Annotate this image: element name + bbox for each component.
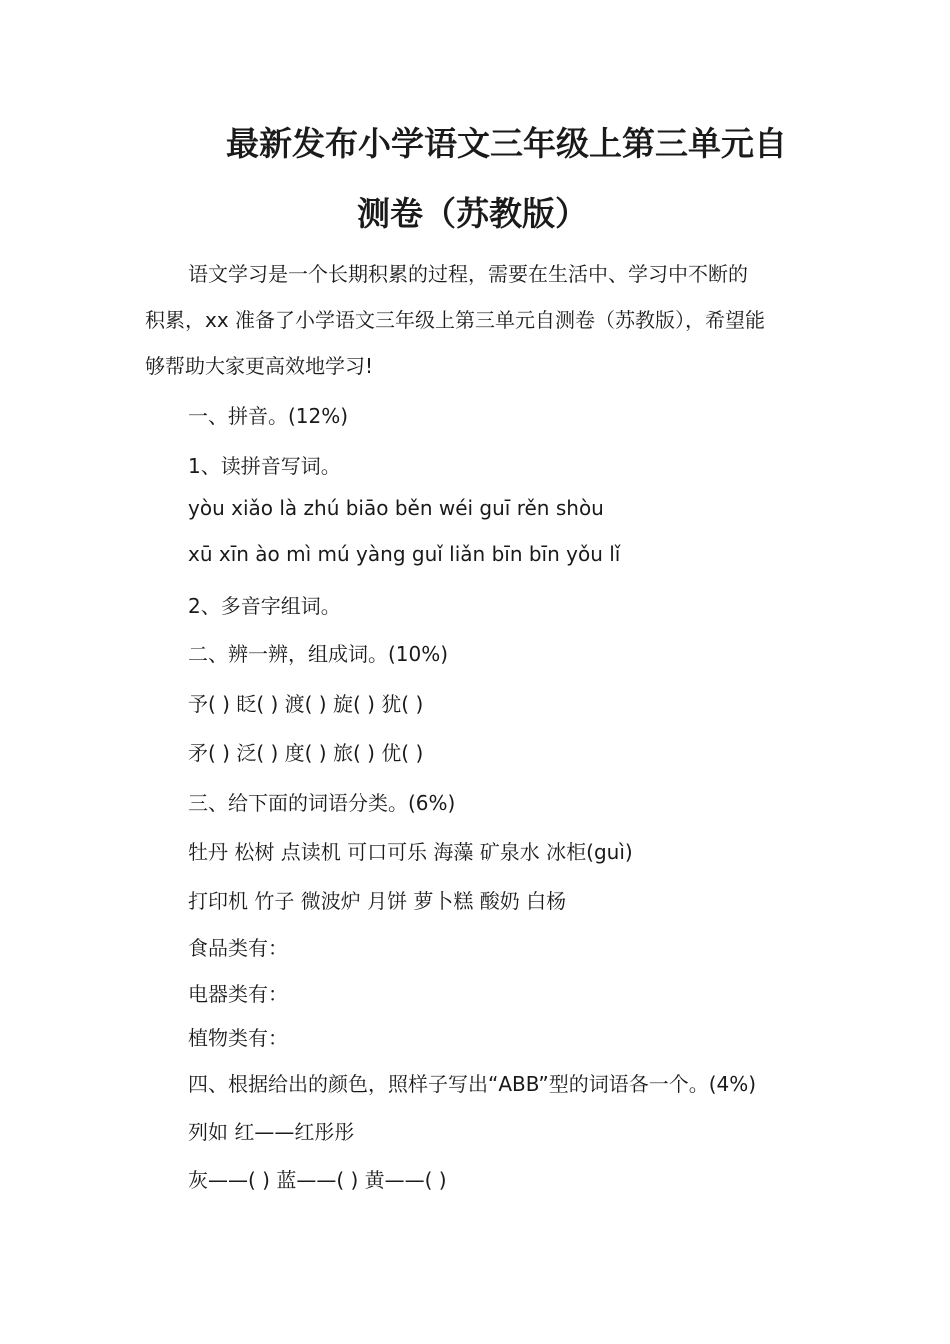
intro-line2: 积累，xx 准备了小学语文三年级上第三单元自测卷（苏教版），希望能 bbox=[145, 308, 766, 332]
section3-words-line2: 打印机 竹子 微波炉 月饼 萝卜糕 酸奶 白杨 bbox=[188, 889, 567, 913]
pinyin-line2: xū xīn ào mì mú yàng guǐ liǎn bīn bīn yǒu lǐ bbox=[188, 542, 621, 566]
section4-row: 灰——( ) 蓝——( ) 黄——( ) bbox=[188, 1168, 447, 1192]
pinyin-line1: yòu xiǎo là zhú biāo běn wéi guī rěn shòu bbox=[188, 496, 604, 520]
document-title-line2: 测卷（苏教版） bbox=[357, 194, 588, 233]
section2-heading: 二、辨一辨，组成词。(10%) bbox=[188, 642, 449, 666]
category-plant: 植物类有： bbox=[188, 1026, 288, 1050]
section4-heading: 四、根据给出的颜色，照样子写出“ABB”型的词语各一个。(4%) bbox=[188, 1072, 757, 1096]
section1-question1: 1、读拼音写词。 bbox=[188, 454, 341, 478]
intro-line1: 语文学习是一个长期积累的过程，需要在生活中、学习中不断的 bbox=[188, 262, 748, 286]
document-title-line1: 最新发布小学语文三年级上第三单元自 bbox=[226, 124, 787, 163]
section3-words-line1: 牡丹 松树 点读机 可口可乐 海藻 矿泉水 冰柜(guì) bbox=[188, 840, 633, 864]
category-appliance: 电器类有： bbox=[188, 982, 288, 1006]
section2-row2: 矛( ) 泛( ) 度( ) 旅( ) 优( ) bbox=[188, 741, 424, 765]
section1-question2: 2、多音字组词。 bbox=[188, 594, 341, 618]
section1-heading: 一、拼音。(12%) bbox=[188, 404, 349, 428]
category-food: 食品类有： bbox=[188, 936, 288, 960]
section2-row1: 予( ) 眨( ) 渡( ) 旋( ) 犹( ) bbox=[188, 692, 424, 716]
section4-example: 列如 红——红彤彤 bbox=[188, 1120, 355, 1144]
section3-heading: 三、给下面的词语分类。(6%) bbox=[188, 791, 456, 815]
intro-line3: 够帮助大家更高效地学习! bbox=[145, 354, 374, 378]
